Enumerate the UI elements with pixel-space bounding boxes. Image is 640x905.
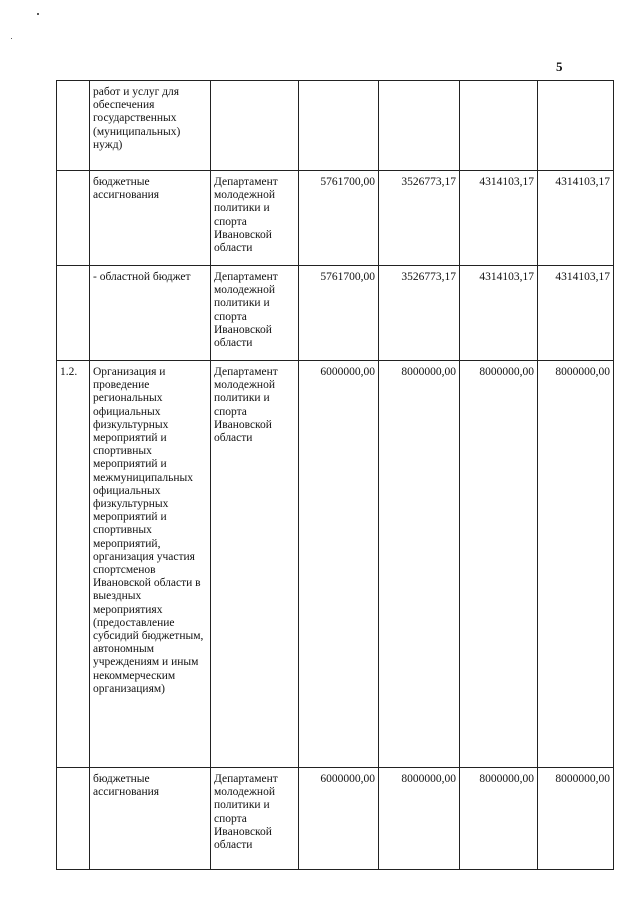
- table-row: [57, 768, 614, 870]
- value-cell: 5761700,00: [299, 266, 379, 361]
- value-cell: 4314103,17: [460, 266, 538, 361]
- value-cell: [379, 81, 460, 171]
- row-description: бюджетные ассигнования: [90, 171, 211, 266]
- value-cell: 8000000,00: [460, 768, 538, 870]
- row-number: 1.2.: [57, 361, 90, 768]
- value-cell: 3526773,17: [379, 266, 460, 361]
- row-description: Организация и проведение региональных официальных физкультурных мероприятий и спортивных мероприятий и межмуниципальных официальных физкультурных мероприятий и спортивных мероприятий, организация участия спортсменов Ивановской области в выездных мероприятиях (предоставление субсидий бюджетным, автономным учреждениям и иным некоммерческим организациям): [90, 361, 211, 768]
- value-cell: 6000000,00: [299, 768, 379, 870]
- scan-speck: [11, 38, 12, 39]
- row-description: - областной бюджет: [90, 266, 211, 361]
- table-row: [57, 361, 614, 768]
- table-row: [57, 81, 614, 171]
- budget-table: [56, 80, 614, 870]
- page-number: 5: [556, 59, 563, 74]
- value-cell: 4314103,17: [460, 171, 538, 266]
- value-cell: [538, 81, 614, 171]
- row-description: работ и услуг для обеспечения государственных (муниципальных) нужд): [90, 81, 211, 171]
- row-department: Департамент молодежной политики и спорта Ивановской области: [211, 266, 299, 361]
- value-cell: 8000000,00: [538, 768, 614, 870]
- row-department: Департамент молодежной политики и спорта Ивановской области: [211, 361, 299, 768]
- row-number: [57, 171, 90, 266]
- row-department: [211, 81, 299, 171]
- value-cell: [460, 81, 538, 171]
- row-number: [57, 81, 90, 171]
- row-number: [57, 266, 90, 361]
- table-row: [57, 266, 614, 361]
- value-cell: 8000000,00: [379, 361, 460, 768]
- row-description: бюджетные ассигнования: [90, 768, 211, 870]
- value-cell: 3526773,17: [379, 171, 460, 266]
- value-cell: 4314103,17: [538, 266, 614, 361]
- row-number: [57, 768, 90, 870]
- value-cell: 4314103,17: [538, 171, 614, 266]
- row-department: Департамент молодежной политики и спорта Ивановской области: [211, 768, 299, 870]
- row-department: Департамент молодежной политики и спорта Ивановской области: [211, 171, 299, 266]
- value-cell: 8000000,00: [538, 361, 614, 768]
- value-cell: 6000000,00: [299, 361, 379, 768]
- value-cell: 8000000,00: [460, 361, 538, 768]
- value-cell: 5761700,00: [299, 171, 379, 266]
- value-cell: [299, 81, 379, 171]
- table-row: [57, 171, 614, 266]
- scan-speck: [37, 13, 39, 15]
- value-cell: 8000000,00: [379, 768, 460, 870]
